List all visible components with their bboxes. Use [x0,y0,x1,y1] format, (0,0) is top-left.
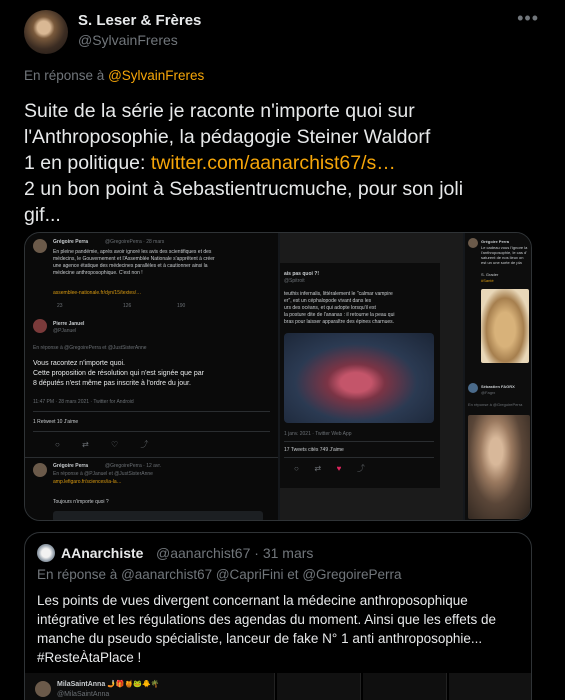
mini-stats: 1 Retweet 10 J'aime [33,419,79,425]
mini-stats: 17 Tweets cités 749 J'aime [284,447,344,453]
mini-handle: @PJanuel [53,328,77,334]
mini-link: amp.lefigaro.fr/sciences/ia-la… [53,479,122,485]
mini-author: Grégoire Perra [53,239,89,245]
animal-image [481,289,529,363]
quote-author-handle: @aanarchist67 · 31 mars [156,545,314,561]
media-image-2[interactable] [280,233,463,521]
mini-text: médecine anthroposophique. C'est non ! [53,270,143,276]
snail-image [468,415,530,519]
mini-divider [284,457,434,458]
squid-image [284,333,434,423]
mini-author: Grégoire Perra [53,463,89,469]
author-avatar[interactable] [24,10,68,54]
quote-media[interactable] [25,673,532,700]
mini-text-large: Cette proposition de résolution qui n'est signée que par [33,370,205,377]
mini-text: er", est un céphalopode vivant dans les [284,298,372,304]
mini-text-large: 8 députés n'est même pas inscrite à l'ordre du jour. [33,380,191,387]
mini-text: teuthis infernalis, littéralement le "calmar vampire [284,291,393,297]
mini-handle: @Fagrx [481,390,496,395]
tweet-link[interactable]: twitter.com/aanarchist67/s… [150,152,396,174]
quote-media-thumb[interactable] [449,673,532,700]
mini-action-icons: ○ ⇄ ♥ ⤴ [294,464,365,473]
quote-reply-prefix: En réponse à [37,567,118,582]
mini-avatar [33,239,47,253]
mini-text: est un une sorte de pla [481,260,522,265]
emoji-string: 🤳🎁🍯🐸🐥🌴 [107,681,160,688]
mini-reply: En réponse à @GregoirePerra et @JustSisterAnne [33,345,147,351]
tweet-line: Suite de la série je raconte n'importe quoi sur [24,100,415,122]
mini-divider [284,441,434,442]
mini-stat: 23 [57,303,63,309]
quote-text [37,591,521,667]
mini-meta: 11:47 PM · 28 mars 2021 · Twitter for Android [33,399,134,405]
mini-divider [33,431,270,432]
mini-text: saturent de nos lieux on [481,255,524,260]
quote-author-name: AAnarchiste [61,545,144,561]
more-horizontal-icon[interactable]: ••• [517,8,539,28]
mini-avatar [33,463,47,477]
quoted-tweet[interactable] [24,532,532,700]
mini-avatar [33,319,47,333]
mini-reply: En réponse à @GregoirePerra [468,402,523,407]
mini-link: assemblee-nationale.fr/dyn/15/textes/… [53,290,142,296]
mini-avatar [35,681,51,697]
mini-text: bras pour laisser apparaître des épines charnues. [284,319,395,325]
media-image-1[interactable] [25,233,278,521]
mini-avatar [468,383,478,393]
quote-media-thumb[interactable] [277,673,361,700]
mini-meta: 1 janv. 2021 · Twitter Web App [284,431,352,437]
tweet-line: gif... [24,204,61,226]
quote-line: manche du pseudo spécialiste, lanceur de fake N° 1 anti anthroposophie... [37,631,483,646]
mini-text: la posture dite de l'ananas : il retourne la peau qui [284,312,395,318]
quote-media-thumb[interactable] [363,673,447,700]
quote-avatar [37,544,55,562]
mini-author: Pierre Januel [53,321,85,327]
media-grid[interactable] [24,232,532,521]
reply-mention-link[interactable]: @SylvainFreres [108,68,205,83]
tweet-line-text: 1 en politique: [24,152,151,174]
mini-text: Toujours n'importe quoi ? [53,499,109,505]
quote-reply-mentions: @aanarchist67 @CapriFini et @GregoirePerra [121,567,402,582]
mini-avatar [468,238,478,248]
mini-text-large: Vous racontez n'importe quoi. [33,360,126,367]
mini-stat: 126 [123,303,132,309]
mini-handle: @MilaSaintAnna [57,691,110,698]
mini-action-icons: ○ ⇄ ♡ ⤴ [55,440,149,449]
mini-reply: En réponse à @PJanuel et @JustSisterAnne [53,471,153,477]
tweet-line [24,150,544,176]
mini-author: Sébastien FAGRX [481,384,515,389]
mini-text: En pleine pandémie, après avoir ignoré les avis des scientifiques et des [53,249,212,255]
quote-line: intégrative et les régulations des agendas du moment. Ainsi que les effets de [37,612,497,627]
mini-author: Grégoire Perra [481,239,510,244]
mini-text: l'anthroposophie, le cas d' [481,250,528,255]
quote-line: Les points de vues divergent concernant la médecine anthroposophique [37,593,468,608]
mini-divider [25,457,278,458]
tweet-line: 2 un bon point à Sebastientrucmuche, pour son joli [24,178,464,200]
author-handle[interactable]: @SylvainFreres [78,32,178,48]
quote-reply-context [37,567,402,582]
mini-author: MilaSaintAnna 🤳🎁🍯🐸🐥🌴 [57,681,160,688]
mini-tag: #Santé [481,278,494,283]
quote-media-thumb[interactable] [25,673,275,700]
tweet-line: l'Anthroposophie, la pédagogie Steiner Waldorf [24,126,431,148]
mini-text: urs des océans, et qui adopte lorsqu'il est [284,305,376,311]
mini-handle: @GregoirePerra · 12 avr. [105,463,162,469]
mini-text: médecins, le Gouvernement et l'Assemblée Nationale s'apprêtent à créer [53,256,215,262]
mini-text: une agence étatique des médecines parallèles et à cautionner ainsi la [53,263,208,269]
mini-stat: 190 [177,303,186,309]
mini-card [53,511,263,521]
mini-divider [33,411,270,412]
mini-title: ais pas quoi ?! [284,271,320,277]
tweet-text [24,98,544,228]
mini-text: Le cadeau vous l'ignore la [481,245,528,250]
reply-context [24,68,204,83]
author-name[interactable]: S. Leser & Frères [78,12,202,29]
reply-prefix: En réponse à [24,68,105,83]
quote-line: #ResteÀtaPlace ! [37,650,142,665]
mini-handle: @Spitroit [284,278,305,284]
mini-handle: @GregoirePerra · 28 mars [105,239,165,245]
mini-author: S. Grader [481,272,499,277]
media-image-3[interactable] [465,233,532,521]
